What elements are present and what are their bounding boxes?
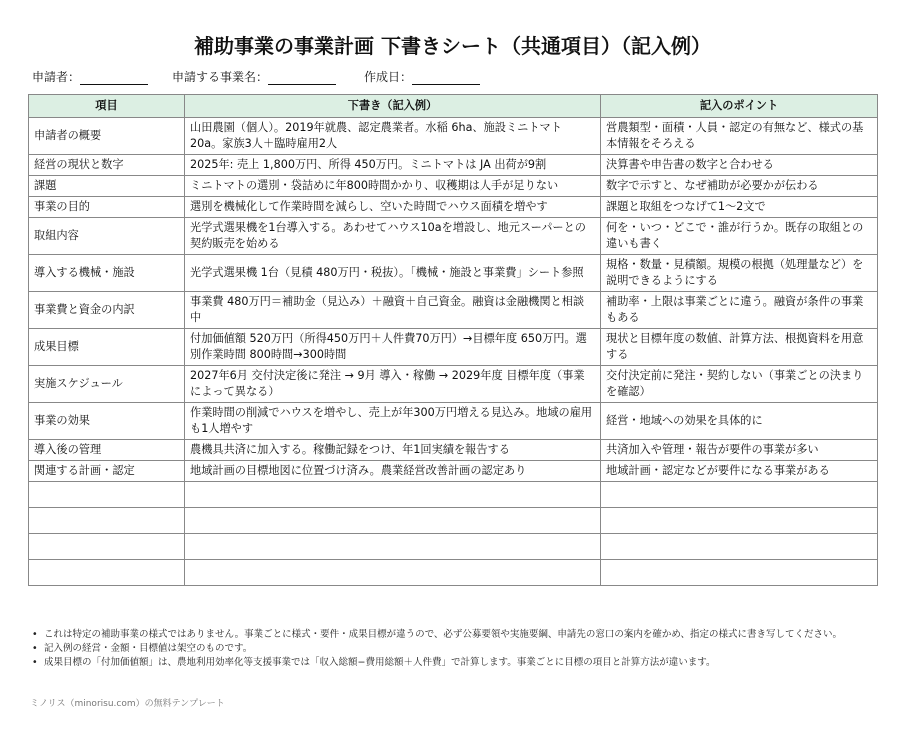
notes-section <box>30 628 880 670</box>
row-points: 決算書や申告書の数字と合わせる <box>601 155 878 176</box>
empty-cell[interactable] <box>185 534 601 560</box>
table-row <box>29 197 878 218</box>
row-draft: 地域計画の目標地図に位置づけ済み。農業経営改善計画の認定あり <box>185 461 601 482</box>
table-header-row <box>29 95 878 118</box>
table-row <box>29 118 878 155</box>
plan-table <box>28 94 878 586</box>
empty-cell[interactable] <box>185 482 601 508</box>
empty-cell[interactable] <box>601 560 878 586</box>
date-label: 作成日： <box>364 70 413 84</box>
empty-cell[interactable] <box>601 482 878 508</box>
empty-cell[interactable] <box>185 560 601 586</box>
empty-cell[interactable] <box>29 482 185 508</box>
row-draft: 光学式選果機を1台導入する。あわせてハウス10aを増設し、地元スーパーとの契約販売を始める <box>185 218 601 255</box>
row-item: 申請者の概要 <box>29 118 185 155</box>
row-points: 課題と取組をつなげて1〜2文で <box>601 197 878 218</box>
footer-credit: ミノリス（minorisu.com）の無料テンプレート <box>30 699 225 709</box>
row-item: 成果目標 <box>29 329 185 366</box>
row-points: 共済加入や管理・報告が要件の事業が多い <box>601 440 878 461</box>
applicant-label: 申請者： <box>32 70 81 84</box>
note-item: • 記入例の経営・金額・目標値は架空のものです。 <box>30 642 880 656</box>
empty-cell[interactable] <box>29 508 185 534</box>
row-draft: 事業費 480万円＝補助金（見込み）＋融資＋自己資金。融資は金融機関と相談中 <box>185 292 601 329</box>
table-row <box>29 440 878 461</box>
empty-cell[interactable] <box>29 560 185 586</box>
row-points: 何を・いつ・どこで・誰が行うか。既存の取組との違いも書く <box>601 218 878 255</box>
project-name-field[interactable] <box>172 68 336 85</box>
row-draft: 2027年6月 交付決定後に発注 → 9月 導入・稼働 → 2029年度 目標年度（事業によって異なる） <box>185 366 601 403</box>
row-points: 数字で示すと、なぜ補助が必要かが伝わる <box>601 176 878 197</box>
empty-cell[interactable] <box>601 508 878 534</box>
column-header-points: 記入のポイント <box>601 95 878 118</box>
note-item: • 成果目標の「付加価値額」は、農地利用効率化等支援事業では「収入総額−費用総額＋人件費」で計算します。事業ごとに目標の項目と計算方法が違います。 <box>30 656 880 670</box>
table-row <box>29 176 878 197</box>
table-row <box>29 366 878 403</box>
empty-row <box>29 534 878 560</box>
row-draft: 農機具共済に加入する。稼働記録をつけ、年1回実績を報告する <box>185 440 601 461</box>
empty-row <box>29 560 878 586</box>
project-name-label: 申請する事業名： <box>172 70 269 84</box>
table-row <box>29 218 878 255</box>
column-header-draft: 下書き（記入例） <box>185 95 601 118</box>
row-item: 関連する計画・認定 <box>29 461 185 482</box>
row-draft: 光学式選果機 1台（見積 480万円・税抜）。「機械・施設と事業費」シート参照 <box>185 255 601 292</box>
table-row <box>29 329 878 366</box>
row-item: 経営の現状と数字 <box>29 155 185 176</box>
row-item: 事業の目的 <box>29 197 185 218</box>
header-fields <box>32 68 882 88</box>
row-draft: 選別を機械化して作業時間を減らし、空いた時間でハウス面積を増やす <box>185 197 601 218</box>
date-field[interactable] <box>364 68 480 85</box>
project-name-blank[interactable] <box>268 71 336 85</box>
row-draft: 作業時間の削減でハウスを増やし、売上が年300万円増える見込み。地域の雇用も1人増やす <box>185 403 601 440</box>
row-draft: 付加価値額 520万円（所得450万円＋人件費70万円）→目標年度 650万円。選別作業時間 800時間→300時間 <box>185 329 601 366</box>
empty-cell[interactable] <box>185 508 601 534</box>
row-item: 導入する機械・施設 <box>29 255 185 292</box>
row-points: 営農類型・面積・人員・認定の有無など、様式の基本情報をそろえる <box>601 118 878 155</box>
empty-row <box>29 482 878 508</box>
row-points: 交付決定前に発注・契約しない（事業ごとの決まりを確認） <box>601 366 878 403</box>
table-row <box>29 461 878 482</box>
row-item: 課題 <box>29 176 185 197</box>
page-title: 補助事業の事業計画 下書きシート（共通項目）（記入例） <box>194 34 711 58</box>
table-row <box>29 255 878 292</box>
date-blank[interactable] <box>412 71 480 85</box>
table-row <box>29 155 878 176</box>
row-draft: 山田農園（個人）。2019年就農、認定農業者。水稲 6ha、施設ミニトマト 20a。家族3人＋臨時雇用2人 <box>185 118 601 155</box>
empty-cell[interactable] <box>29 534 185 560</box>
row-points: 地域計画・認定などが要件になる事業がある <box>601 461 878 482</box>
row-draft: 2025年: 売上 1,800万円、所得 450万円。ミニトマトは JA 出荷が9割 <box>185 155 601 176</box>
table-row <box>29 403 878 440</box>
column-header-item: 項目 <box>29 95 185 118</box>
row-points: 現状と目標年度の数値、計算方法、根拠資料を用意する <box>601 329 878 366</box>
applicant-blank[interactable] <box>80 71 148 85</box>
note-item: • これは特定の補助事業の様式ではありません。事業ごとに様式・要件・成果目標が違うので、必ず公募要領や実施要綱、申請先の窓口の案内を確かめ、指定の様式に書き写してください。 <box>30 628 880 642</box>
empty-cell[interactable] <box>601 534 878 560</box>
row-item: 事業の効果 <box>29 403 185 440</box>
row-points: 規格・数量・見積額。規模の根拠（処理量など）を説明できるようにする <box>601 255 878 292</box>
row-item: 導入後の管理 <box>29 440 185 461</box>
row-points: 経営・地域への効果を具体的に <box>601 403 878 440</box>
row-points: 補助率・上限は事業ごとに違う。融資が条件の事業もある <box>601 292 878 329</box>
row-item: 取組内容 <box>29 218 185 255</box>
row-item: 事業費と資金の内訳 <box>29 292 185 329</box>
row-draft: ミニトマトの選別・袋詰めに年800時間かかり、収穫期は人手が足りない <box>185 176 601 197</box>
table-row <box>29 292 878 329</box>
empty-row <box>29 508 878 534</box>
row-item: 実施スケジュール <box>29 366 185 403</box>
applicant-field[interactable] <box>32 68 148 85</box>
